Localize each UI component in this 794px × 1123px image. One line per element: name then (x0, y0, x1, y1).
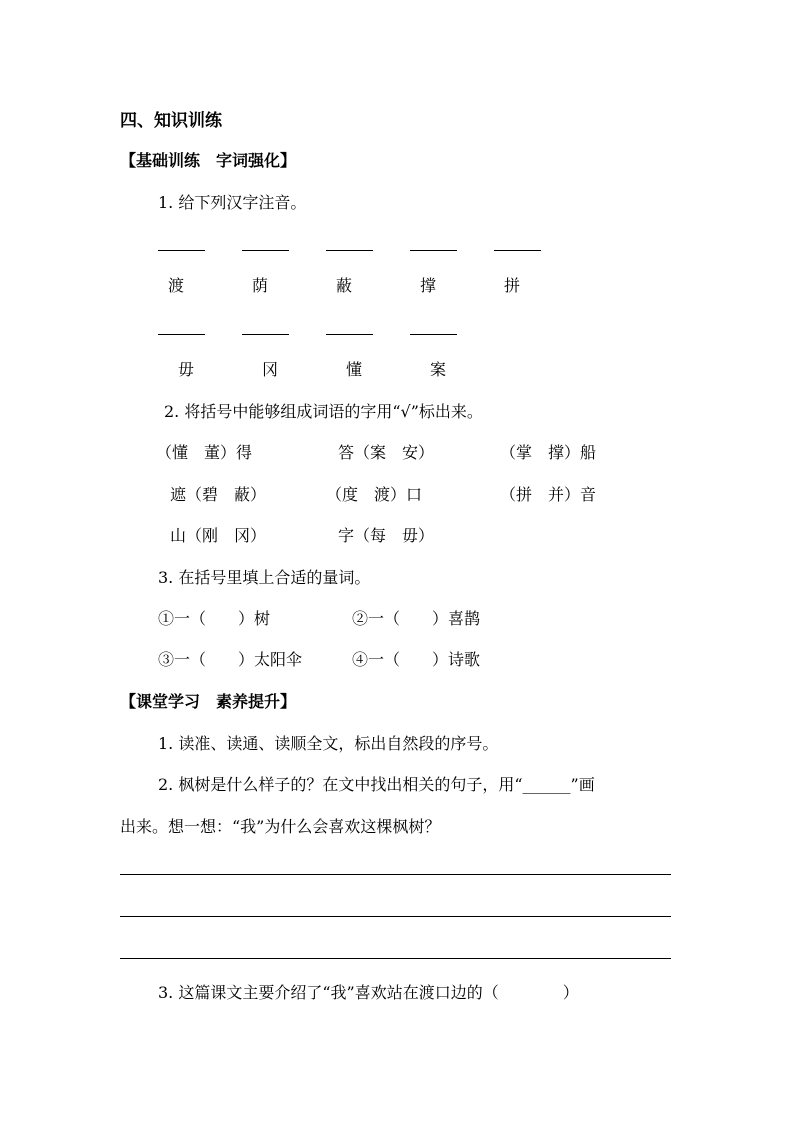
answer-line[interactable] (120, 958, 671, 959)
word-choice-item[interactable]: （度 渡）口 (326, 485, 423, 504)
hanzi-char: 案 (430, 360, 447, 379)
classroom-header: 【课堂学习 素养提升】 (120, 692, 297, 711)
word-choice-item[interactable]: 答（案 安） (338, 443, 435, 462)
hanzi-char: 懂 (346, 360, 363, 379)
hanzi-char: 蔽 (336, 276, 353, 295)
q1-text: 1. 给下列汉字注音。 (158, 193, 307, 212)
measure-word-item[interactable]: ④一（ ）诗歌 (352, 650, 481, 669)
classroom-q3: 3. 这篇课文主要介绍了“我”喜欢站在渡口边的（ ） (158, 983, 579, 1002)
pinyin-blank[interactable] (326, 250, 373, 251)
q3-text: 3. 在括号里填上合适的量词。 (158, 568, 371, 587)
hanzi-char: 毋 (178, 360, 195, 379)
pinyin-blank[interactable] (242, 250, 289, 251)
measure-word-item[interactable]: ③一（ ）太阳伞 (158, 650, 303, 669)
pinyin-blank[interactable] (410, 250, 457, 251)
answer-line[interactable] (120, 874, 671, 875)
hanzi-char: 荫 (252, 276, 269, 295)
classroom-q2-line1: 2. 枫树是什么样子的？在文中找出相关的句子，用“______”画 (158, 775, 595, 794)
measure-word-item[interactable]: ②一（ ）喜鹊 (352, 609, 481, 628)
hanzi-char: 撑 (420, 276, 437, 295)
classroom-q2-line2: 出来。想一想：“我”为什么会喜欢这棵枫树？ (120, 817, 441, 836)
word-choice-item[interactable]: （懂 董）得 (156, 443, 253, 462)
q2-text: 2. 将括号中能够组成词语的字用“√”标出来。 (164, 402, 483, 421)
hanzi-char: 渡 (168, 276, 185, 295)
hanzi-char: 冈 (262, 360, 279, 379)
pinyin-blank[interactable] (158, 250, 205, 251)
basic-training-header: 【基础训练 字词强化】 (120, 151, 297, 170)
hanzi-char: 拼 (504, 276, 521, 295)
answer-line[interactable] (120, 916, 671, 917)
pinyin-blank[interactable] (326, 334, 373, 335)
word-choice-item[interactable]: （掌 撑）船 (500, 443, 597, 462)
pinyin-blank[interactable] (494, 250, 541, 251)
word-choice-item[interactable]: 山（刚 冈） (170, 526, 267, 545)
word-choice-item[interactable]: （拼 并）音 (500, 485, 597, 504)
pinyin-blank[interactable] (158, 334, 205, 335)
word-choice-item[interactable]: 遮（碧 蔽） (170, 485, 267, 504)
measure-word-item[interactable]: ①一（ ）树 (158, 609, 271, 628)
pinyin-blank[interactable] (242, 334, 289, 335)
word-choice-item[interactable]: 字（每 毋） (338, 526, 435, 545)
section-title: 四、知识训练 (120, 111, 222, 131)
pinyin-blank[interactable] (410, 334, 457, 335)
classroom-q1: 1. 读准、读通、读顺全文，标出自然段的序号。 (158, 734, 499, 753)
